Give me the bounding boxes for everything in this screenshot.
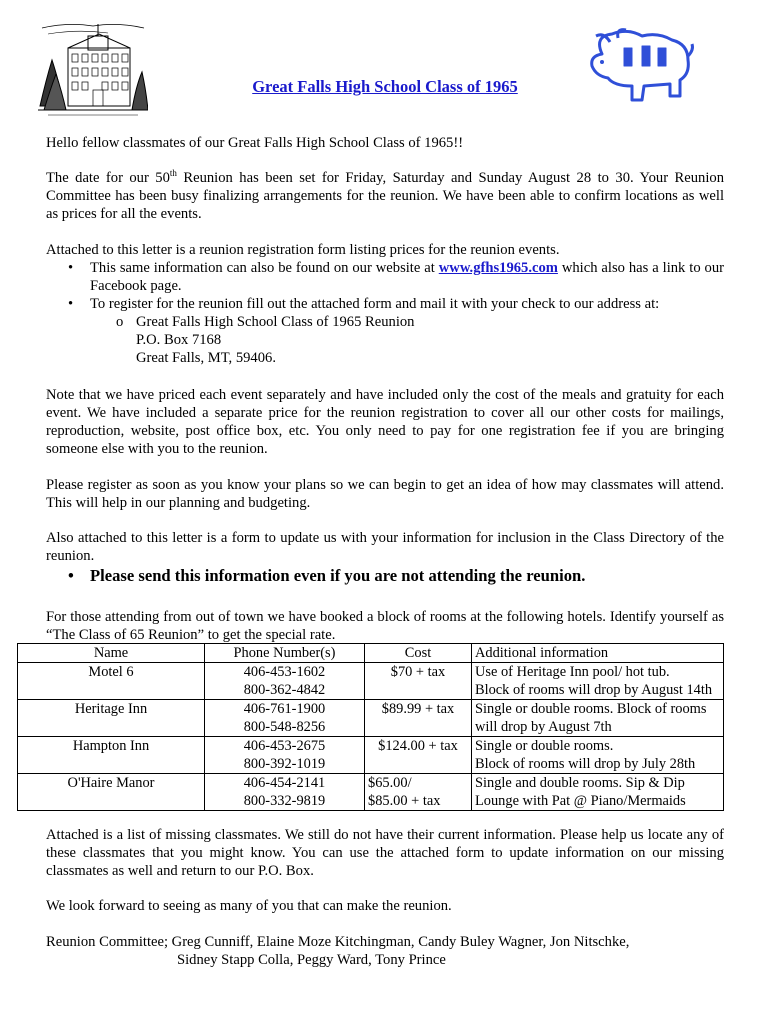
website-link[interactable]: www.gfhs1965.com bbox=[438, 260, 558, 276]
info-1: Single or double rooms. Block of rooms bbox=[475, 701, 707, 717]
school-building-illustration bbox=[38, 20, 148, 120]
hotel-phones bbox=[205, 737, 365, 774]
info-1: Use of Heritage Inn pool/ hot tub. bbox=[475, 664, 670, 680]
hotel-name: O'Haire Manor bbox=[18, 774, 205, 811]
hotel-cost bbox=[365, 663, 472, 700]
phone-1: 406-761-1900 bbox=[243, 701, 326, 717]
website-text-before: This same information can also be found on our website at bbox=[90, 260, 439, 276]
table-row bbox=[18, 700, 724, 737]
info-2: Block of rooms will drop by July 28th bbox=[475, 756, 696, 772]
address-line-2: P.O. Box 7168 bbox=[136, 332, 222, 348]
hotel-cost bbox=[365, 774, 472, 811]
attached-paragraph: Attached to this letter is a reunion registration form listing prices for the reunion events. bbox=[46, 242, 560, 258]
hotel-info bbox=[472, 700, 724, 737]
bullet-dot: • bbox=[68, 260, 74, 276]
committee-line-1: Reunion Committee; Greg Cunniff, Elaine Moze Kitchingman, Candy Buley Wagner, Jon Nitschke, bbox=[46, 934, 630, 950]
header-name: Name bbox=[18, 644, 205, 663]
reunion-date-paragraph bbox=[46, 169, 724, 223]
committee-line-2: Sidney Stapp Colla, Peggy Ward, Tony Prince bbox=[177, 952, 446, 968]
hotel-name: Hampton Inn bbox=[18, 737, 205, 774]
send-info-text: Please send this information even if you are not attending the reunion. bbox=[90, 566, 586, 585]
table-row bbox=[18, 774, 724, 811]
phone-2: 800-362-4842 bbox=[243, 682, 326, 698]
hotels-table bbox=[17, 643, 724, 811]
website-text-after: which also has a link to our Facebook page. bbox=[90, 260, 724, 294]
directory-paragraph: Also attached to this letter is a form to update us with your information for inclusion in the Class Directory of the reunion. bbox=[46, 530, 724, 564]
bullet-dot: • bbox=[68, 566, 74, 585]
header-info: Additional information bbox=[472, 644, 724, 663]
hotel-info bbox=[472, 737, 724, 774]
phone-2: 800-392-1019 bbox=[243, 756, 326, 772]
date-text-after: Reunion has been set for Friday, Saturday and Sunday August 28 to 30. Your Reunion Committee has been busy finalizing arrangements for the reunion. We have been able to confirm locations as well as prices for all the events. bbox=[46, 170, 725, 222]
phone-1: 406-454-2141 bbox=[243, 775, 326, 791]
greeting: Hello fellow classmates of our Great Falls High School Class of 1965!! bbox=[46, 135, 464, 151]
info-2: Block of rooms will drop by August 14th bbox=[475, 682, 713, 698]
missing-classmates-paragraph: Attached is a list of missing classmates. We still do not have their current information. Please help us locate any of these classmates that you might know. You can use the attached form to update information on our missing classmates as well and return to our P.O. Box. bbox=[46, 827, 724, 879]
hotel-info bbox=[472, 774, 724, 811]
hotel-phones bbox=[205, 774, 365, 811]
hotel-phones bbox=[205, 663, 365, 700]
info-1: Single and double rooms. Sip & Dip bbox=[475, 775, 685, 791]
phone-2: 800-548-8256 bbox=[243, 719, 326, 735]
cost-1: $65.00/ bbox=[368, 775, 412, 791]
phone-1: 406-453-1602 bbox=[243, 664, 326, 680]
header-phone: Phone Number(s) bbox=[205, 644, 365, 663]
info-1: Single or double rooms. bbox=[475, 738, 614, 754]
hotel-name: Heritage Inn bbox=[18, 700, 205, 737]
hotels-paragraph: For those attending from out of town we have booked a block of rooms at the following hotels. Identify yourself as “The Class of 65 Reunion” to get the special rate. bbox=[46, 609, 724, 643]
table-row bbox=[18, 663, 724, 700]
hotel-cost bbox=[365, 737, 472, 774]
phone-1: 406-453-2675 bbox=[243, 738, 326, 754]
header-cost: Cost bbox=[365, 644, 472, 663]
page-title: Great Falls High School Class of 1965 bbox=[252, 77, 518, 96]
bullet-dot: • bbox=[68, 296, 74, 312]
cost-1: $89.99 + tax bbox=[381, 701, 455, 717]
cost-1: $124.00 + tax bbox=[378, 738, 458, 754]
address-sub-bullet: o bbox=[116, 314, 124, 330]
address-line-3: Great Falls, MT, 59406. bbox=[136, 350, 276, 366]
date-superscript: th bbox=[169, 168, 177, 179]
hotel-phones bbox=[205, 700, 365, 737]
info-2: Lounge with Pat @ Piano/Mermaids bbox=[475, 793, 686, 809]
cost-1: $70 + tax bbox=[390, 664, 446, 680]
bullet-website-text bbox=[90, 259, 724, 295]
date-text-before: The date for our 50 bbox=[46, 170, 170, 186]
pricing-note-paragraph: Note that we have priced each event separately and have included only the cost of the meals and gratuity for each event. We have included a separate price for the reunion registration to cover all our other costs for mailings, reproduction, website, post office box, etc. You only need to pay for one registration fee if you are bringing someone else with you to the reunion. bbox=[46, 387, 724, 457]
hotel-info bbox=[472, 663, 724, 700]
register-paragraph: Please register as soon as you know your plans so we can begin to get an idea of how may classmates will attend. This will help in our planning and budgeting. bbox=[46, 477, 724, 511]
info-2: will drop by August 7th bbox=[475, 719, 612, 735]
hotel-name: Motel 6 bbox=[18, 663, 205, 700]
hotel-cost bbox=[365, 700, 472, 737]
phone-2: 800-332-9819 bbox=[243, 793, 326, 809]
cost-2: $85.00 + tax bbox=[368, 793, 441, 809]
bullet-register-text: To register for the reunion fill out the attached form and mail it with your check to our address at: bbox=[90, 296, 660, 312]
table-header-row bbox=[18, 644, 724, 663]
address-line-1: Great Falls High School Class of 1965 Reunion bbox=[136, 314, 415, 330]
table-row bbox=[18, 737, 724, 774]
closing-paragraph: We look forward to seeing as many of you that can make the reunion. bbox=[46, 898, 452, 914]
